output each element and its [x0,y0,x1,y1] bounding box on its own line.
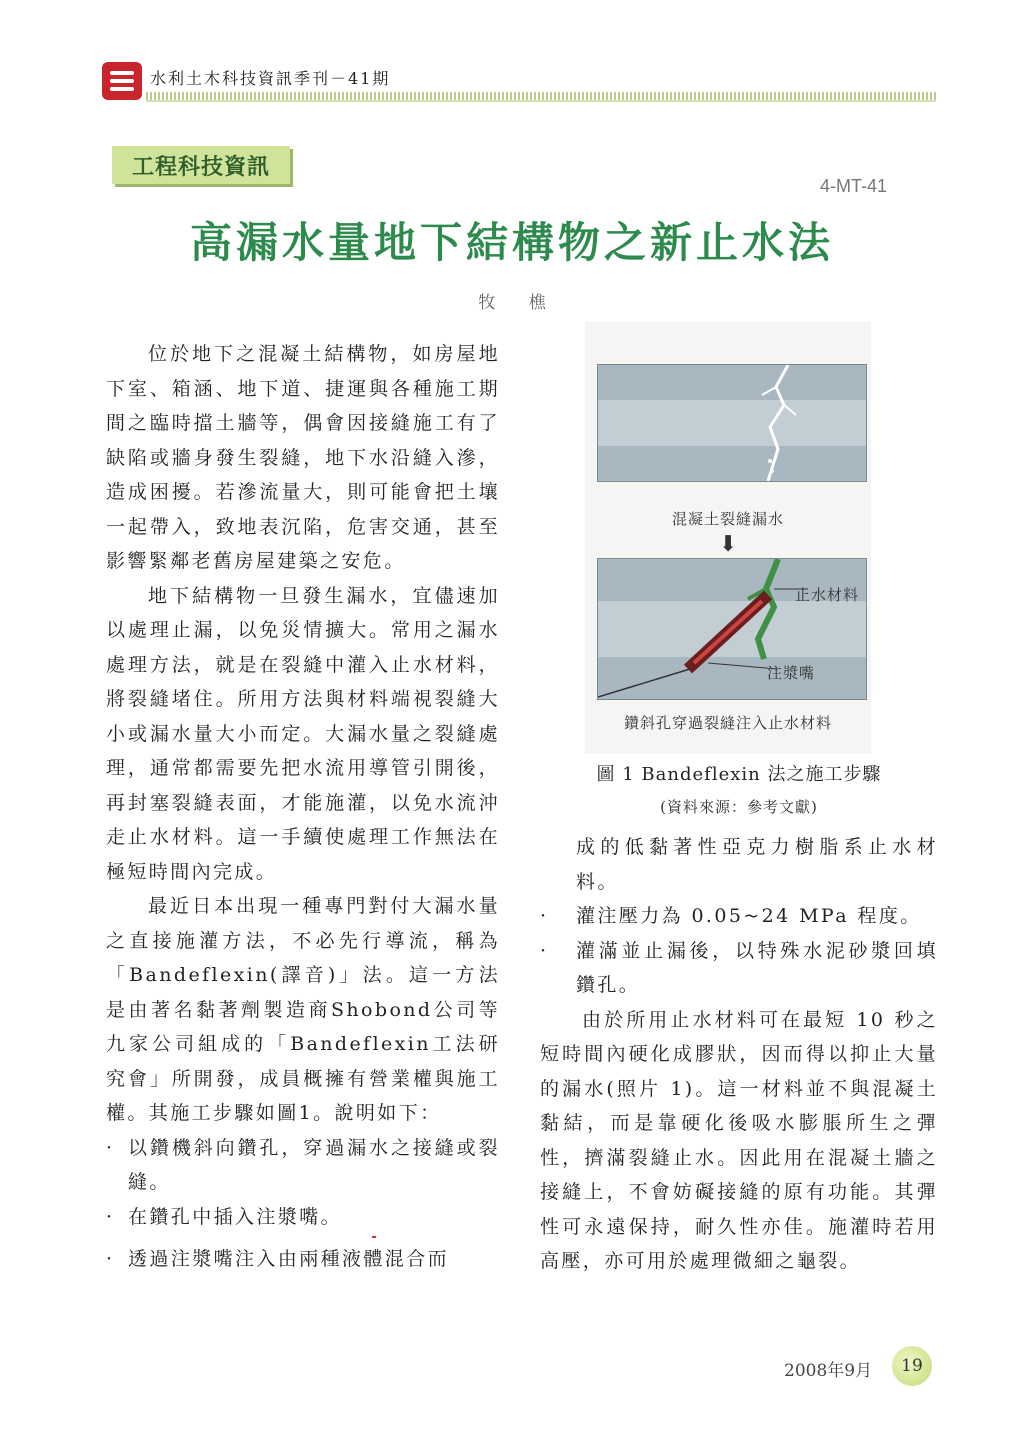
bullet-dot: · [106,1136,115,1159]
bullet-continuation: 成的低黏著性亞克力樹脂系止水材料。 [576,836,938,893]
wall-crack-panel [597,364,867,482]
article-title: 高漏水量地下結構物之新止水法 [189,218,834,267]
figure-label-sealant: 止水材料 [795,586,860,604]
arrow-down-icon: ⬇ [719,532,738,557]
step-text: 以鑽機斜向鑽孔，穿過漏水之接縫或裂縫。 [128,1136,500,1193]
step-text: 透過注漿嘴注入由兩種液體混合而 [128,1248,450,1270]
figure-caption: 圖 1 Bandeflexin 法之施工步驟 [596,764,882,785]
step-text: 灌滿並止漏後，以特殊水泥砂漿回填鑽孔。 [576,939,938,996]
step-text: 灌注壓力為 0.05~24 MPa 程度。 [576,905,922,927]
figure-label-drill: 鑽斜孔穿過裂縫注入止水材料 [623,714,832,732]
section-tag: 工程科技資訊 [112,146,290,184]
bullet-dot: · [540,939,549,962]
bullet-dot: · [106,1205,115,1228]
bullet-dot: · [106,1248,115,1270]
step-text: 在鑽孔中插入注漿嘴。 [128,1205,343,1228]
right-column [540,830,938,1279]
figure-label-leak: 混凝土裂縫漏水 [671,510,784,528]
author: 牧 樵 [478,293,560,313]
step-item [540,934,938,1003]
crack-illustration [598,365,866,481]
step-item [540,899,938,934]
ink-mark [372,1236,376,1238]
paragraph-1: 位於地下之混凝土結構物，如房屋地下室、箱涵、地下道、捷運與各種施工期間之臨時擋土牆等，偶會因接縫施工有了缺陷或牆身發生裂縫，地下水沿縫入滲，造成困擾。若滲流量大，則可能會把土壤一起帶入，致地表沉陷，危害交通，甚至影響緊鄰老舊房屋建築之安危。 [106,343,500,572]
page-number: 19 [892,1346,932,1386]
article-code: 4-MT-41 [820,176,888,196]
grouting-panel [597,558,867,700]
figure-source: (資料來源：參考文獻) [660,798,818,816]
header-rule [146,92,936,100]
paragraph-2: 地下結構物一旦發生漏水，宜儘速加以處理止漏，以免災情擴大。常用之漏水處理方法，就是在裂縫中灌入止水材料，將裂縫堵住。所用方法與材料端視裂縫大小或漏水量大小而定。大漏水量之裂縫處理，通常都需要先把水流用導管引開後，再封塞裂縫表面，才能施灌，以免水流沖走止水材料。這一手續使處理工作無法在極短時間內完成。 [106,584,500,883]
journal-name: 水利土木科技資訊季刊－41期 [150,69,391,88]
issue-date: 2008年9月 [784,1361,873,1381]
figure-label-nozzle: 注漿嘴 [767,664,816,682]
left-column [106,337,500,1277]
figure-1 [585,322,871,754]
paragraph-4: 由於所用止水材料可在最短 10 秒之短時間內硬化成膠狀，因而得以抑止大量的漏水(照片 1)。這一材料並不與混凝土黏結，而是靠硬化後吸水膨脹所生之彈性，擠滿裂縫止水。因此用在混凝土牆之接縫上，不會妨礙接縫的原有功能。其彈性可永遠保持，耐久性亦佳。施灌時若用高壓，亦可用於處理微細之龜裂。 [540,1008,938,1272]
header-rule-line [146,100,936,102]
step-item [106,1200,500,1235]
step-item [106,1131,500,1200]
grouting-illustration [598,559,866,699]
bullet-dot: · [540,905,549,927]
paragraph-3: 最近日本出現一種專門對付大漏水量之直接施灌方法，不必先行導流，稱為「Bandeflexin(譯音)」法。這一方法是由著名黏著劑製造商Shobond公司等九家公司組成的「Bandeflexin工法研究會」所開發，成員概擁有營業權與施工權。其施工步驟如圖1。說明如下： [106,895,500,1124]
step-item [106,1242,500,1277]
journal-logo [102,62,142,100]
